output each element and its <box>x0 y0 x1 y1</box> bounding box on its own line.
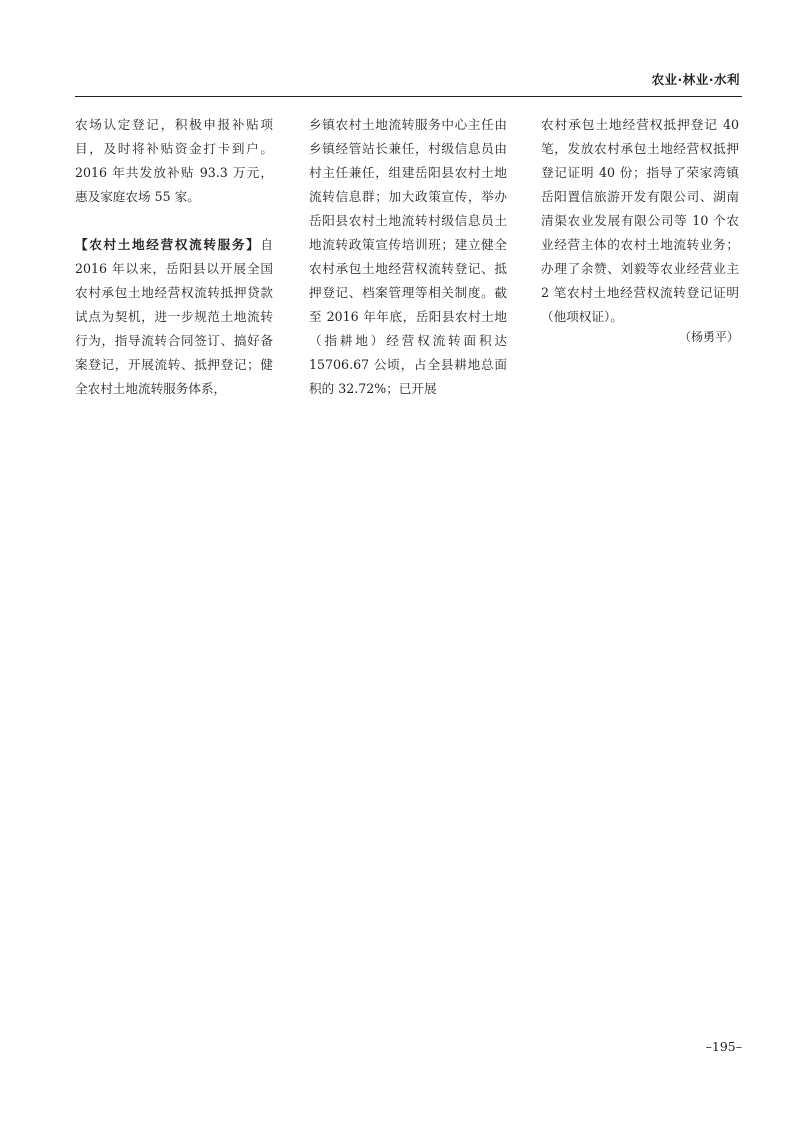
text-column-1 <box>75 113 273 401</box>
author-credit: （杨勇平） <box>678 330 739 344</box>
paragraph-family-farm-subsidy: 农场认定登记，积极申报补贴项目，及时将补贴资金打卡到户。2016 年共发放补贴 93.3 万元，惠及家庭农场 55 家。 <box>75 117 273 204</box>
text-column-3 <box>541 113 739 329</box>
text-column-2 <box>309 113 507 401</box>
paragraph-land-transfer-end: 农村承包土地经营权抵押登记 40 笔，发放农村承包土地经营权抵押登记证明 40 份；指导了荣家湾镇岳阳置信旅游开发有限公司、湖南清渠农业发展有限公司等 10 个农业经营主体的农村土地流转业务；办理了余赞、刘毅等农业经营业主 2 笔农村土地经营权流转登记证明（他项权证）。 <box>541 117 739 324</box>
paragraph-gap <box>75 209 273 233</box>
page-number: –195– <box>705 1039 742 1054</box>
paragraph-land-transfer-text: 自 2016 年以来，岳阳县以开展全国农村承包土地经营权流转抵押贷款试点为契机，进一步规范土地流转行为，指导流转合同签订、搞好备案登记，开展流转、抵押登记；健全农村土地流转服务体系， <box>75 237 273 396</box>
section-heading-land-transfer: 【农村土地经营权流转服务】 <box>75 237 261 252</box>
paragraph-land-transfer-continued: 乡镇农村土地流转服务中心主任由乡镇经管站长兼任，村级信息员由村主任兼任，组建岳阳县农村土地流转信息群；加大政策宣传，举办岳阳县农村土地流转村级信息员土地流转政策宣传培训班；建立健全农村承包土地经营权流转登记、抵押登记、档案管理等相关制度。截至 2016 年年底，岳阳县农村土地（指耕地）经营权流转面积达 15706.67 公顷，占全县耕地总面积的 32.72%；已开展 <box>309 117 507 396</box>
header-rule <box>75 96 742 97</box>
running-header-section-title: 农业·林业·水利 <box>651 72 740 87</box>
paragraph-land-transfer-service <box>75 233 273 401</box>
